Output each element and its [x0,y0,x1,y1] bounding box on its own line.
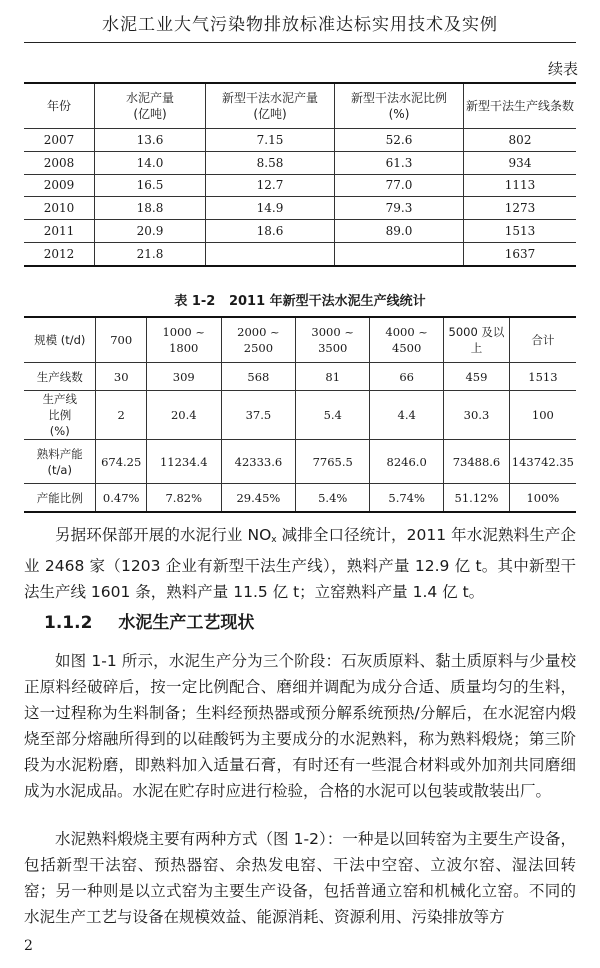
table-header-row [24,317,576,363]
section-title: 水泥生产工艺现状 [118,613,255,633]
table-cell [335,242,464,265]
table-cell: 568 [221,363,296,391]
caption-number: 表 1-2 [174,294,216,309]
header-cell: 700 [96,317,146,363]
table-cell: 18.6 [206,220,335,243]
header-cell: 新型干法生产线条数 [466,99,575,113]
capacity-table [24,316,576,513]
table-cell: 16.5 [95,174,206,197]
table-cell: 100 [509,391,576,440]
table-cell: 2012 [24,242,95,265]
table-cell: 2011 [24,220,95,243]
table-cell: 52.6 [335,129,464,152]
paragraph-kiln-types: 水泥熟料煅烧主要有两种方式（图 1-2）：一种是以回转窑为主要生产设备，包括新型干法窑、预热器窑、余热发电窑、干法中空窑、立波尔窑、湿法回转窑；另一种则是以立式窑为主要生产设备，包括普通立窑和机械化立窑。不同的水泥生产工艺与设备在规模效益、能源消耗、资源利用、污染排放等方 [24,830,576,926]
table-cell: 5.4% [296,484,370,513]
paragraph-statistics: 另据环保部开展的水泥行业 $NO_x$ 减排全口径统计，2011 年水泥熟料生产企业 2468 家（1203 企业有新型干法生产线），熟料产量 12.9 亿 t。其中新型干法生产线 1601 条，熟料产量 11.5 亿 t；立窑熟料产量 1.4 亿 t。 [24,526,576,601]
section-number: 1.1.2 [44,613,93,633]
table-cell: 30 [96,363,146,391]
table-cell: 1513 [464,220,577,243]
continued-label: 续表 [547,60,578,78]
table-cell: 61.3 [335,151,464,174]
table-cell: 42333.6 [221,440,296,484]
section-heading [44,608,254,633]
table-row [24,363,576,391]
table-cell: 7.15 [206,129,335,152]
table-cell: 8.58 [206,151,335,174]
caption-text: 2011 年新型干法水泥生产线统计 [228,294,426,309]
table-cell: 18.8 [95,197,206,220]
table-cell: 14.9 [206,197,335,220]
table-cell: 309 [146,363,221,391]
table-cell: 13.6 [95,129,206,152]
paragraph-process: 如图 1-1 所示，水泥生产分为三个阶段：石灰质原料、黏土质原料与少量校正原料经破碎后，按一定比例配合、磨细并调配为成分合适、质量均匀的生料，这一过程称为生料制备；生料经预热器或预分解系统预热/分解后，在水泥窑内煅烧至部分熔融所得到的以硅酸钙为主要成分的水泥熟料，称为熟料煅烧；第三阶段为水泥粉磨，即熟料加入适量石膏，有时还有一些混合材料或外加剂共同磨细成为水泥成品。水泥在贮存时应进行检验，合格的水泥可以包装或散装出厂。 [24,652,576,800]
row-label: 熟料产能 (t/a) [24,440,96,484]
table-cell: 20.4 [146,391,221,440]
table2-caption [0,290,600,309]
header-cell: 新型干法水泥产量 (亿吨) [206,83,335,129]
table-row [24,242,576,265]
table-cell: 934 [464,151,577,174]
table-cell: 459 [444,363,510,391]
table-cell: 1113 [464,174,577,197]
table-cell: 7765.5 [296,440,370,484]
row-label: 产能比例 [24,484,96,513]
page-number: 2 [24,938,33,954]
table-cell: 1513 [509,363,576,391]
table-cell: 73488.6 [444,440,510,484]
table-cell: 2008 [24,151,95,174]
table-cell: 79.3 [335,197,464,220]
table-row [24,174,576,197]
table-header-row [24,83,576,129]
table-cell: 802 [464,129,577,152]
production-table [24,82,576,267]
table-cell: 1273 [464,197,577,220]
table-cell: 5.4 [296,391,370,440]
header-cell: 1000 ~ 1800 [146,317,221,363]
header-cell: 5000 及以上 [444,317,510,363]
table-cell: 11234.4 [146,440,221,484]
header-cell: 年份 [24,83,95,129]
running-head: 水泥工业大气污染物排放标准达标实用技术及实例 [102,15,498,35]
table-cell: 2 [96,391,146,440]
table-cell: 2010 [24,197,95,220]
table-cell: 7.82% [146,484,221,513]
table-cell: 12.7 [206,174,335,197]
header-cell: 4000 ~ 4500 [370,317,444,363]
table-cell: 29.45% [221,484,296,513]
header-cell: 2000 ~ 2500 [221,317,296,363]
table-cell: 1637 [464,242,577,265]
table-cell: 66 [370,363,444,391]
table-row [24,197,576,220]
table-cell: 0.47% [96,484,146,513]
header-cell: 水泥产量 (亿吨) [95,83,206,129]
row-label: 生产线 比例 (%) [24,391,96,440]
table-cell: 8246.0 [370,440,444,484]
table-cell: 89.0 [335,220,464,243]
table-cell: 51.12% [444,484,510,513]
table-cell: 21.8 [95,242,206,265]
header-cell: 新型干法水泥比例 (%) [335,83,464,129]
table-cell: 14.0 [95,151,206,174]
table-cell: 2009 [24,174,95,197]
table-cell: 2007 [24,129,95,152]
table-row [24,129,576,152]
table-row [24,391,576,440]
table-row [24,484,576,513]
table-row [24,220,576,243]
table-cell: 81 [296,363,370,391]
table-row [24,151,576,174]
header-cell: 3000 ~ 3500 [296,317,370,363]
table-row [24,440,576,484]
table-cell: 37.5 [221,391,296,440]
header-cell: 合计 [531,333,555,347]
table-cell: 77.0 [335,174,464,197]
table-cell: 30.3 [444,391,510,440]
table-cell: 674.25 [96,440,146,484]
row-label: 生产线数 [24,363,96,391]
header-cell: 规模 (t/d) [24,317,96,363]
table-cell: 5.74% [370,484,444,513]
table-cell: 20.9 [95,220,206,243]
table-cell: 100% [509,484,576,513]
table-cell: 143742.35 [509,440,576,484]
table-cell [206,242,335,265]
table-cell: 4.4 [370,391,444,440]
header-rule [24,42,576,43]
